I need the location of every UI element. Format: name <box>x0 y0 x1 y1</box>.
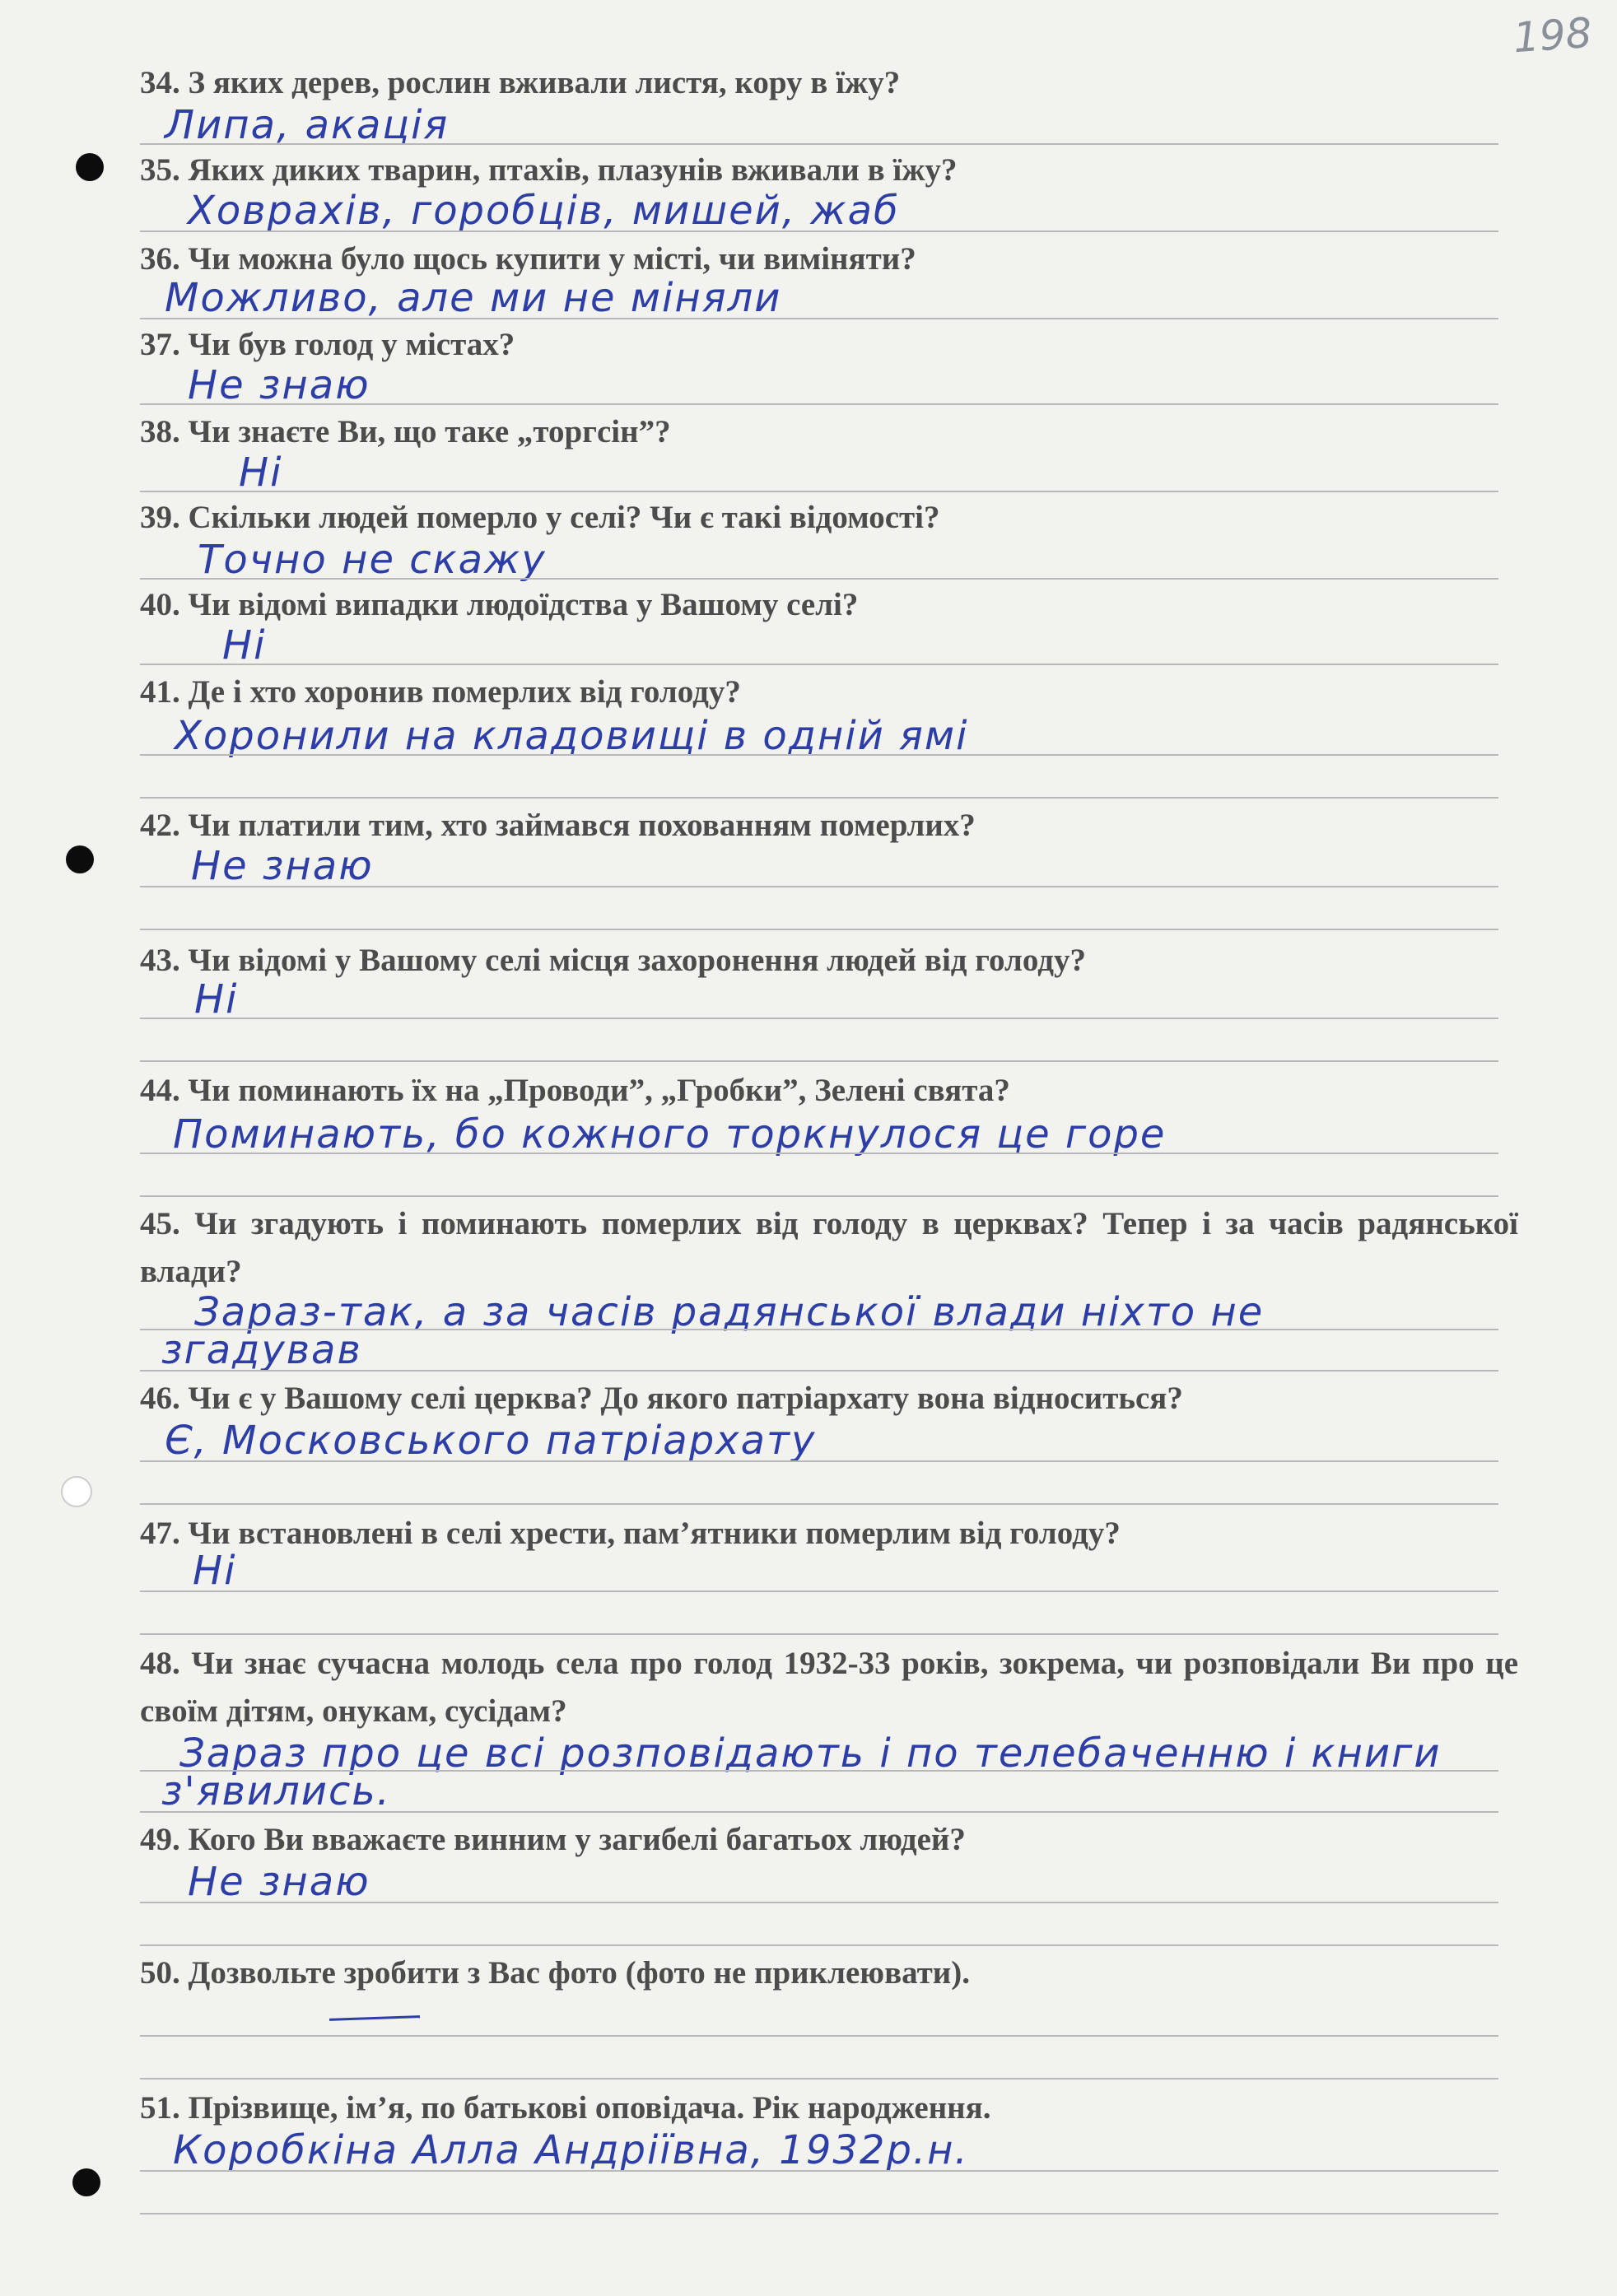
question-35: 35. Яких диких тварин, птахів, плазунів вживали в їжу? <box>140 152 958 188</box>
answer-line <box>140 2078 1498 2079</box>
answer-37: Не знаю <box>188 362 370 408</box>
answer-line <box>140 491 1498 492</box>
binder-hole <box>61 1476 92 1507</box>
answer-39: Точно не скажу <box>198 537 547 583</box>
answer-line <box>140 1460 1498 1462</box>
question-41: 41. Де і хто хоронив померлих від голоду? <box>140 674 741 710</box>
answer-line <box>140 886 1498 887</box>
question-46: 46. Чи є у Вашому селі церква? До якого патріархату вона відноситься? <box>140 1381 1183 1416</box>
answer-line <box>140 1018 1498 1019</box>
page-number: 198 <box>1512 8 1594 63</box>
binder-hole <box>72 2168 100 2196</box>
answer-35: Ховрахів, горобців, мишей, жаб <box>188 188 900 234</box>
question-45: 45. Чи згадують і поминають померлих від голоду в церквах? Тепер і за часів радянської влади? <box>140 1206 1519 1289</box>
answer-line <box>140 403 1498 405</box>
question-44: 44. Чи поминають їх на „Проводи”, „Гробки”, Зелені свята? <box>140 1073 1010 1108</box>
answer-line <box>140 143 1498 145</box>
answer-45: Зараз-так, а за часів радянської влади ніхто не <box>194 1289 1265 1335</box>
question-49: 49. Кого Ви вважаєте винним у загибелі багатьох людей? <box>140 1822 966 1857</box>
binder-hole <box>76 153 104 181</box>
answer-48: Зараз про це всі розповідають і по телебаченню і книги <box>179 1730 1442 1777</box>
answer-line <box>140 754 1498 756</box>
question-47: 47. Чи встановлені в селі хрести, пам’ятники померлим від голоду? <box>140 1516 1121 1551</box>
answer-line <box>140 1370 1498 1372</box>
answer-line <box>140 1503 1498 1505</box>
answer-line <box>140 1060 1498 1062</box>
answer-38: Ні <box>239 449 283 496</box>
answer-45-continued: згадував <box>161 1327 362 1373</box>
answer-line <box>140 1811 1498 1813</box>
question-42: 42. Чи платили тим, хто займався похованням померлих? <box>140 808 976 843</box>
question-43: 43. Чи відомі у Вашому селі місця захоронення людей від голоду? <box>140 943 1086 978</box>
question-40: 40. Чи відомі випадки людоїдства у Вашому селі? <box>140 587 859 622</box>
answer-line <box>140 664 1498 665</box>
question-37: 37. Чи був голод у містах? <box>140 327 515 362</box>
answer-48-continued: з'явились. <box>161 1768 391 1814</box>
answer-line <box>140 1633 1498 1635</box>
answer-51: Коробкіна Алла Андріївна, 1932р.н. <box>173 2127 969 2173</box>
answer-line <box>140 1902 1498 1903</box>
question-50: 50. Дозвольте зробити з Вас фото (фото не приклеювати). <box>140 1955 970 1991</box>
question-48: 48. Чи знає сучасна молодь села про голод 1932-33 років, зокрема, чи розповідали Ви про це своїм дітям, онукам, сусідам? <box>140 1646 1519 1729</box>
binder-hole <box>66 845 94 873</box>
answer-40: Ні <box>222 622 267 668</box>
answer-line <box>140 578 1498 580</box>
question-38: 38. Чи знаєте Ви, що таке „торгсін”? <box>140 414 671 449</box>
answer-44: Поминають, бо кожного торкнулося це горе <box>173 1111 1167 1157</box>
answer-49: Не знаю <box>188 1859 370 1905</box>
answer-line <box>140 797 1498 799</box>
answer-line <box>140 231 1498 232</box>
answer-line <box>140 1153 1498 1154</box>
answer-47: Ні <box>193 1548 237 1594</box>
answer-34: Липа, акація <box>165 102 450 148</box>
answer-46: Є, Московського патріархату <box>165 1418 817 1464</box>
answer-36: Можливо, але ми не міняли <box>165 275 782 321</box>
answer-line <box>140 318 1498 319</box>
question-36: 36. Чи можна було щось купити у місті, чи виміняти? <box>140 241 916 277</box>
answer-line <box>140 1944 1498 1946</box>
answer-line <box>140 1590 1498 1592</box>
answer-42: Не знаю <box>191 843 374 889</box>
answer-43: Ні <box>194 976 239 1022</box>
answer-line <box>140 2170 1498 2172</box>
question-39: 39. Скільки людей померло у селі? Чи є такі відомості? <box>140 500 940 535</box>
answer-41: Хоронили на кладовищі в одній ямі <box>175 713 969 759</box>
answer-line <box>140 2213 1498 2214</box>
question-51: 51. Прізвище, ім’я, по батькові оповідача. Рік народження. <box>140 2090 991 2126</box>
answer-dash <box>329 2015 420 2021</box>
answer-line <box>140 1195 1498 1197</box>
question-34: 34. З яких дерев, рослин вживали листя, кору в їжу? <box>140 65 901 100</box>
answer-line <box>140 929 1498 930</box>
answer-line <box>140 2035 1498 2037</box>
